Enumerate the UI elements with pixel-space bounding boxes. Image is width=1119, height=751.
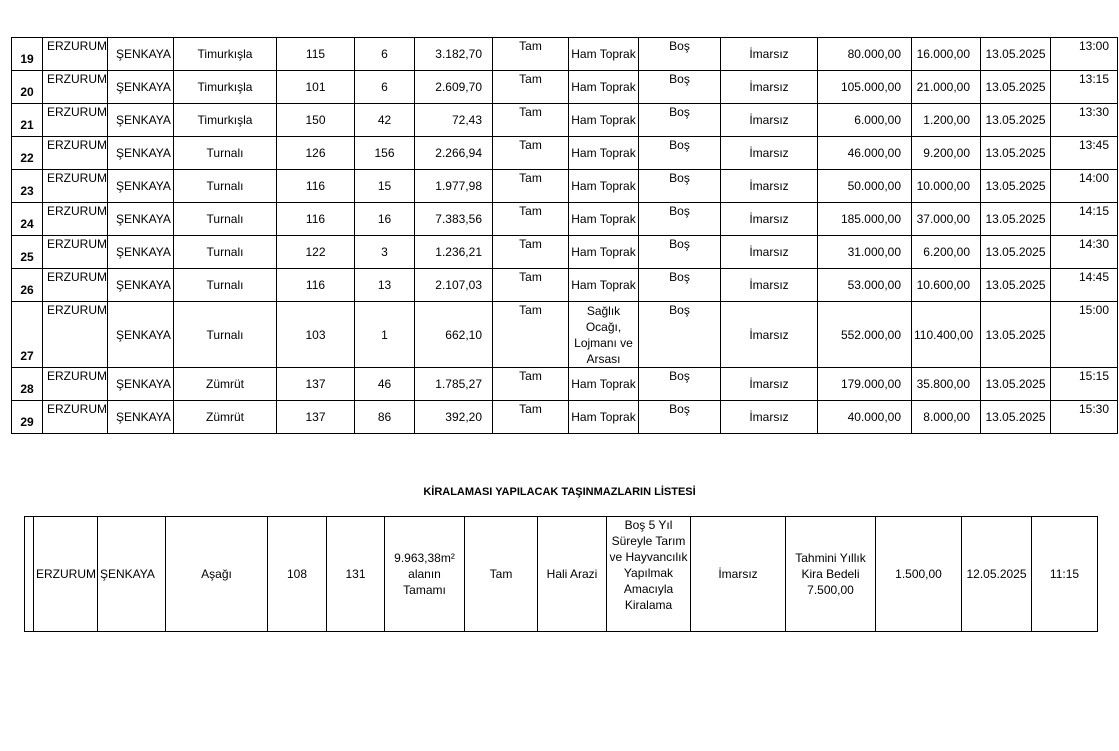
cell-il: ERZURUM xyxy=(43,401,108,434)
table-row xyxy=(12,170,1118,203)
cell-tarih: 13.05.2025 xyxy=(981,236,1051,269)
cell-cinsi: Ham Toprak xyxy=(569,104,639,137)
cell-teminat: 10.000,00 xyxy=(912,170,981,203)
cell-parsel: 6 xyxy=(355,38,415,71)
cell-ilce: ŞENKAYA xyxy=(108,203,174,236)
cell-hisse: Tam xyxy=(493,104,569,137)
lease-cell-hisse: Tam xyxy=(465,517,538,632)
cell-bedel: 50.000,00 xyxy=(818,170,912,203)
cell-yuzolcum: 3.182,70 xyxy=(415,38,493,71)
cell-yuzolcum: 2.107,03 xyxy=(415,269,493,302)
cell-saat: 14:45 xyxy=(1051,269,1118,302)
cell-imar: İmarsız xyxy=(721,170,818,203)
cell-ilce: ŞENKAYA xyxy=(108,104,174,137)
cell-mahalle: Timurkışla xyxy=(174,38,277,71)
cell-ada: 101 xyxy=(277,71,355,104)
cell-durum: Boş xyxy=(639,203,721,236)
cell-no: 21 xyxy=(12,104,43,137)
cell-hisse: Tam xyxy=(493,269,569,302)
cell-cinsi: Ham Toprak xyxy=(569,269,639,302)
cell-mahalle: Turnalı xyxy=(174,203,277,236)
cell-il: ERZURUM xyxy=(43,71,108,104)
cell-teminat: 8.000,00 xyxy=(912,401,981,434)
table-row xyxy=(12,203,1118,236)
cell-mahalle: Zümrüt xyxy=(174,401,277,434)
cell-tarih: 13.05.2025 xyxy=(981,203,1051,236)
cell-il: ERZURUM xyxy=(43,236,108,269)
cell-no: 22 xyxy=(12,137,43,170)
cell-saat: 15:15 xyxy=(1051,368,1118,401)
cell-parsel: 46 xyxy=(355,368,415,401)
cell-teminat: 110.400,00 xyxy=(912,302,981,368)
cell-ada: 137 xyxy=(277,368,355,401)
cell-mahalle: Turnalı xyxy=(174,302,277,368)
cell-yuzolcum: 2.266,94 xyxy=(415,137,493,170)
cell-hisse: Tam xyxy=(493,236,569,269)
cell-tarih: 13.05.2025 xyxy=(981,401,1051,434)
cell-teminat: 16.000,00 xyxy=(912,38,981,71)
cell-saat: 14:30 xyxy=(1051,236,1118,269)
cell-mahalle: Turnalı xyxy=(174,269,277,302)
table-row xyxy=(12,71,1118,104)
cell-mahalle: Zümrüt xyxy=(174,368,277,401)
cell-imar: İmarsız xyxy=(721,236,818,269)
cell-hisse: Tam xyxy=(493,203,569,236)
cell-ada: 137 xyxy=(277,401,355,434)
cell-ilce: ŞENKAYA xyxy=(108,170,174,203)
cell-durum: Boş xyxy=(639,137,721,170)
cell-ilce: ŞENKAYA xyxy=(108,302,174,368)
cell-hisse: Tam xyxy=(493,401,569,434)
cell-imar: İmarsız xyxy=(721,38,818,71)
cell-teminat: 21.000,00 xyxy=(912,71,981,104)
cell-il: ERZURUM xyxy=(43,170,108,203)
cell-parsel: 86 xyxy=(355,401,415,434)
cell-durum: Boş xyxy=(639,401,721,434)
lease-cell-mahalle: Aşağı xyxy=(166,517,268,632)
cell-imar: İmarsız xyxy=(721,137,818,170)
cell-parsel: 3 xyxy=(355,236,415,269)
cell-cinsi: Ham Toprak xyxy=(569,170,639,203)
cell-imar: İmarsız xyxy=(721,104,818,137)
cell-imar: İmarsız xyxy=(721,269,818,302)
cell-bedel: 105.000,00 xyxy=(818,71,912,104)
cell-saat: 15:00 xyxy=(1051,302,1118,368)
cell-il: ERZURUM xyxy=(43,104,108,137)
cell-il: ERZURUM xyxy=(43,203,108,236)
table-row xyxy=(12,137,1118,170)
cell-saat: 13:00 xyxy=(1051,38,1118,71)
cell-imar: İmarsız xyxy=(721,401,818,434)
table-row xyxy=(12,236,1118,269)
cell-ada: 126 xyxy=(277,137,355,170)
cell-bedel: 552.000,00 xyxy=(818,302,912,368)
cell-bedel: 185.000,00 xyxy=(818,203,912,236)
cell-il: ERZURUM xyxy=(43,368,108,401)
cell-imar: İmarsız xyxy=(721,203,818,236)
cell-ada: 103 xyxy=(277,302,355,368)
lease-cell-il: ERZURUM xyxy=(34,517,98,632)
cell-no: 27 xyxy=(12,302,43,368)
cell-yuzolcum: 1.236,21 xyxy=(415,236,493,269)
cell-cinsi: Ham Toprak xyxy=(569,203,639,236)
cell-mahalle: Timurkışla xyxy=(174,104,277,137)
cell-cinsi: Ham Toprak xyxy=(569,137,639,170)
cell-saat: 13:45 xyxy=(1051,137,1118,170)
cell-hisse: Tam xyxy=(493,170,569,203)
cell-ilce: ŞENKAYA xyxy=(108,71,174,104)
cell-no: 29 xyxy=(12,401,43,434)
table-row xyxy=(12,269,1118,302)
cell-yuzolcum: 7.383,56 xyxy=(415,203,493,236)
cell-no: 25 xyxy=(12,236,43,269)
cell-ada: 150 xyxy=(277,104,355,137)
cell-hisse: Tam xyxy=(493,71,569,104)
cell-cinsi: Sağlık Ocağı, Lojmanı ve Arsası xyxy=(569,302,639,368)
table-row xyxy=(12,104,1118,137)
cell-durum: Boş xyxy=(639,170,721,203)
cell-ada: 115 xyxy=(277,38,355,71)
cell-yuzolcum: 72,43 xyxy=(415,104,493,137)
cell-mahalle: Turnalı xyxy=(174,236,277,269)
cell-ilce: ŞENKAYA xyxy=(108,38,174,71)
cell-durum: Boş xyxy=(639,368,721,401)
cell-il: ERZURUM xyxy=(43,38,108,71)
cell-il: ERZURUM xyxy=(43,302,108,368)
cell-tarih: 13.05.2025 xyxy=(981,38,1051,71)
cell-yuzolcum: 392,20 xyxy=(415,401,493,434)
cell-cinsi: Ham Toprak xyxy=(569,71,639,104)
lease-cell-cinsi: Hali Arazi xyxy=(538,517,607,632)
cell-durum: Boş xyxy=(639,269,721,302)
cell-no: 26 xyxy=(12,269,43,302)
cell-mahalle: Turnalı xyxy=(174,170,277,203)
lease-cell-ada: 108 xyxy=(268,517,327,632)
cell-ilce: ŞENKAYA xyxy=(108,236,174,269)
cell-teminat: 35.800,00 xyxy=(912,368,981,401)
cell-parsel: 13 xyxy=(355,269,415,302)
lease-cell-saat: 11:15 xyxy=(1032,517,1098,632)
cell-ilce: ŞENKAYA xyxy=(108,269,174,302)
cell-parsel: 156 xyxy=(355,137,415,170)
cell-bedel: 31.000,00 xyxy=(818,236,912,269)
cell-durum: Boş xyxy=(639,38,721,71)
cell-teminat: 1.200,00 xyxy=(912,104,981,137)
lease-parcels-table xyxy=(24,516,1098,632)
cell-no: 23 xyxy=(12,170,43,203)
cell-no: 20 xyxy=(12,71,43,104)
cell-bedel: 6.000,00 xyxy=(818,104,912,137)
cell-teminat: 10.600,00 xyxy=(912,269,981,302)
cell-saat: 15:30 xyxy=(1051,401,1118,434)
cell-mahalle: Timurkışla xyxy=(174,71,277,104)
cell-tarih: 13.05.2025 xyxy=(981,368,1051,401)
cell-hisse: Tam xyxy=(493,368,569,401)
cell-ilce: ŞENKAYA xyxy=(108,368,174,401)
cell-imar: İmarsız xyxy=(721,368,818,401)
cell-parsel: 15 xyxy=(355,170,415,203)
cell-ada: 122 xyxy=(277,236,355,269)
cell-imar: İmarsız xyxy=(721,302,818,368)
table-row xyxy=(12,38,1118,71)
cell-cinsi: Ham Toprak xyxy=(569,401,639,434)
table-row xyxy=(12,302,1118,368)
cell-teminat: 6.200,00 xyxy=(912,236,981,269)
cell-ada: 116 xyxy=(277,203,355,236)
cell-bedel: 40.000,00 xyxy=(818,401,912,434)
lease-cell-durum: Boş 5 Yıl Süreyle Tarım ve Hayvancılık Yapılmak Amacıyla Kiralama xyxy=(607,517,691,632)
cell-yuzolcum: 1.977,98 xyxy=(415,170,493,203)
cell-parsel: 1 xyxy=(355,302,415,368)
cell-bedel: 46.000,00 xyxy=(818,137,912,170)
cell-il: ERZURUM xyxy=(43,269,108,302)
cell-tarih: 13.05.2025 xyxy=(981,170,1051,203)
lease-cell-imar: İmarsız xyxy=(691,517,786,632)
cell-yuzolcum: 1.785,27 xyxy=(415,368,493,401)
cell-saat: 13:30 xyxy=(1051,104,1118,137)
cell-no: 19 xyxy=(12,38,43,71)
cell-no: 28 xyxy=(12,368,43,401)
lease-cell-ilce: ŞENKAYA xyxy=(98,517,166,632)
lease-cell-yuzolcum: 9.963,38m² alanın Tamamı xyxy=(385,517,465,632)
cell-durum: Boş xyxy=(639,104,721,137)
cell-mahalle: Turnalı xyxy=(174,137,277,170)
cell-bedel: 179.000,00 xyxy=(818,368,912,401)
cell-bedel: 80.000,00 xyxy=(818,38,912,71)
cell-tarih: 13.05.2025 xyxy=(981,71,1051,104)
cell-ilce: ŞENKAYA xyxy=(108,401,174,434)
cell-cinsi: Ham Toprak xyxy=(569,236,639,269)
cell-durum: Boş xyxy=(639,71,721,104)
cell-parsel: 42 xyxy=(355,104,415,137)
cell-parsel: 16 xyxy=(355,203,415,236)
table-row xyxy=(12,368,1118,401)
lease-cell-teminat: 1.500,00 xyxy=(876,517,962,632)
cell-parsel: 6 xyxy=(355,71,415,104)
cell-ada: 116 xyxy=(277,269,355,302)
cell-teminat: 37.000,00 xyxy=(912,203,981,236)
cell-durum: Boş xyxy=(639,302,721,368)
cell-saat: 14:00 xyxy=(1051,170,1118,203)
cell-bedel: 53.000,00 xyxy=(818,269,912,302)
cell-cinsi: Ham Toprak xyxy=(569,368,639,401)
cell-teminat: 9.200,00 xyxy=(912,137,981,170)
cell-saat: 13:15 xyxy=(1051,71,1118,104)
cell-imar: İmarsız xyxy=(721,71,818,104)
cell-il: ERZURUM xyxy=(43,137,108,170)
cell-tarih: 13.05.2025 xyxy=(981,302,1051,368)
table-row xyxy=(12,401,1118,434)
lease-list-title: KİRALAMASI YAPILACAK TAŞINMAZLARIN LİSTESİ xyxy=(423,486,696,498)
cell-hisse: Tam xyxy=(493,302,569,368)
cell-no: 24 xyxy=(12,203,43,236)
lease-cell-blank xyxy=(25,517,34,632)
cell-ilce: ŞENKAYA xyxy=(108,137,174,170)
cell-durum: Boş xyxy=(639,236,721,269)
cell-yuzolcum: 2.609,70 xyxy=(415,71,493,104)
cell-tarih: 13.05.2025 xyxy=(981,269,1051,302)
cell-saat: 14:15 xyxy=(1051,203,1118,236)
lease-row xyxy=(25,517,1098,632)
cell-tarih: 13.05.2025 xyxy=(981,104,1051,137)
cell-tarih: 13.05.2025 xyxy=(981,137,1051,170)
lease-cell-bedel: Tahmini Yıllık Kira Bedeli 7.500,00 xyxy=(786,517,876,632)
lease-cell-parsel: 131 xyxy=(327,517,385,632)
cell-hisse: Tam xyxy=(493,38,569,71)
cell-hisse: Tam xyxy=(493,137,569,170)
sale-parcels-table xyxy=(11,37,1118,434)
cell-ada: 116 xyxy=(277,170,355,203)
cell-cinsi: Ham Toprak xyxy=(569,38,639,71)
lease-cell-tarih: 12.05.2025 xyxy=(962,517,1032,632)
cell-yuzolcum: 662,10 xyxy=(415,302,493,368)
